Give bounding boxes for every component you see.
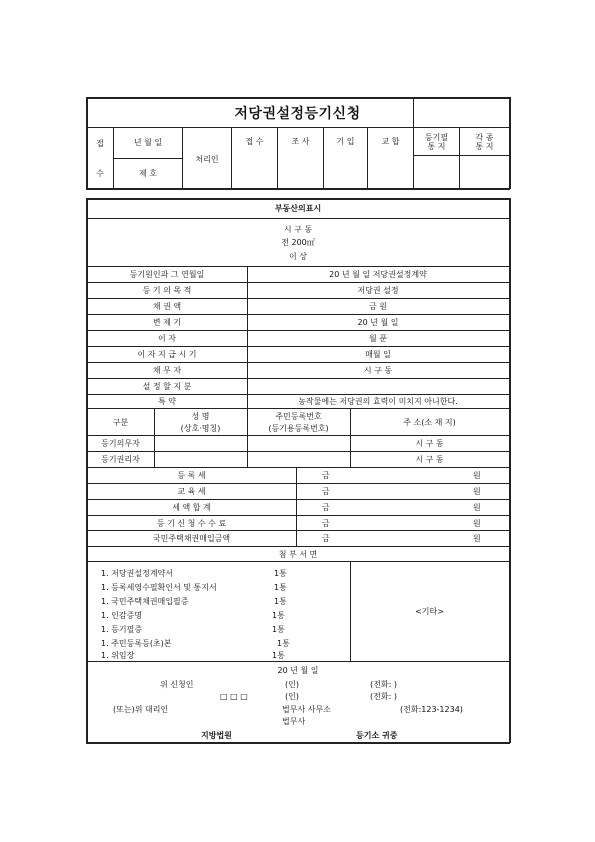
parties-col-id: 주민등록번호	[275, 411, 322, 421]
attachment-count: 1통	[272, 650, 285, 660]
party-obligor-address[interactable]: 시 구 동	[415, 439, 444, 448]
fee-registration-prefix: 금	[322, 471, 330, 480]
fee-education-suffix: 원	[473, 487, 481, 496]
applicant-seal[interactable]: (인)	[285, 679, 299, 689]
lawyer-label: 법무사	[282, 716, 306, 726]
attachment-count: 1통	[274, 582, 287, 592]
fee-bond-label: 국민주택채권매입금액	[152, 534, 231, 543]
attachment-item: 1. 등록세영수필확인서 및 통지서	[101, 582, 217, 592]
party-holder-address[interactable]: 시 구 동	[415, 455, 444, 464]
row-claim-value[interactable]: 금 원	[369, 302, 387, 311]
property-area: 전 200㎡	[281, 237, 315, 247]
row-interest-label: 이 자	[158, 334, 176, 343]
row-purpose-label: 등 기 의 목 적	[142, 286, 192, 295]
notice-various: 각 종 통 지	[475, 132, 494, 151]
row-cause-label: 등기원인과 그 연월일	[129, 270, 205, 279]
attachment-count: 1통	[272, 610, 285, 620]
agent-label: (또는)위 대리인	[113, 704, 169, 714]
fee-education-prefix: 금	[322, 487, 330, 496]
fee-total-prefix: 금	[322, 503, 330, 512]
fee-application-prefix: 금	[322, 518, 330, 528]
property-address: 시 구 동	[283, 224, 313, 234]
row-share-value[interactable]	[248, 379, 508, 394]
attachment-item: 1. 국민주택채권매입필증	[101, 596, 189, 606]
fee-total-suffix: 원	[473, 503, 481, 512]
attachment-count: 1통	[274, 568, 287, 578]
attachment-item: 1. 위임장	[101, 650, 135, 660]
notice-registry: 등기필 통 지	[424, 132, 449, 151]
row-special-value[interactable]: 농작물에는 저당권의 효력이 미치지 아니한다.	[298, 397, 458, 406]
fee-registration-label: 등 록 세	[177, 471, 206, 480]
fee-application-suffix: 원	[473, 518, 481, 528]
applicant-label: 위 신청인	[160, 679, 194, 689]
row-purpose-value[interactable]: 저당권 설정	[357, 286, 399, 295]
col-jeopsu: 접 수	[245, 137, 264, 146]
number-label: 제 호	[139, 169, 157, 178]
applicant-phone-2[interactable]: (전화: )	[370, 691, 397, 701]
date-label: 년 월 일	[133, 138, 163, 147]
attachment-count: 1통	[274, 596, 287, 606]
party-obligor-type: 등기의무자	[101, 439, 140, 448]
office-phone: (전화:123-1234)	[400, 704, 463, 714]
parties-col-address: 주 소(소 재 지)	[403, 417, 456, 427]
attachments-other: <기타>	[415, 606, 444, 616]
party-holder-type: 등기권리자	[101, 455, 140, 464]
party-obligor-id[interactable]	[248, 436, 349, 451]
fee-education-label: 교 육 세	[177, 487, 206, 496]
attachment-item: 1. 인감증명	[101, 610, 143, 620]
row-claim-label: 채 권 액	[152, 302, 182, 311]
row-payday-value[interactable]: 매월 일	[365, 350, 391, 359]
processor-label: 처리인	[195, 154, 219, 164]
row-payday-label: 이 자 지 급 시 기	[137, 350, 197, 359]
row-due-label: 변 제 기	[152, 318, 182, 327]
fee-application-label: 등 기 신 청 수 수 료	[156, 518, 227, 528]
property-heading: 부동산의표시	[274, 204, 322, 213]
attachment-count: 1통	[277, 638, 290, 648]
jeopsu-label-top: 접	[96, 138, 104, 148]
attachment-count: 1통	[272, 624, 285, 634]
row-special-label: 특 약	[158, 397, 176, 406]
fee-bond-suffix: 원	[473, 534, 481, 543]
signature-date[interactable]: 20 년 월 일	[277, 665, 319, 675]
party-obligor-name[interactable]	[155, 436, 246, 451]
jeopsu-label-bottom: 수	[96, 168, 104, 178]
parties-col-type: 구분	[112, 417, 129, 427]
party-holder-id[interactable]	[248, 452, 349, 467]
row-interest-value[interactable]: 월 푼	[369, 334, 387, 343]
row-debtor-value[interactable]: 시 구 동	[363, 366, 393, 375]
applicant-phone[interactable]: (전화: )	[370, 679, 397, 689]
applicant-seal-2[interactable]: (인)	[285, 691, 299, 701]
col-giip: 기 입	[336, 137, 355, 146]
property-end: 이 상	[289, 251, 307, 261]
party-holder-name[interactable]	[155, 452, 246, 467]
row-due-value[interactable]: 20 년 월 일	[357, 318, 399, 327]
parties-col-name-sub: (상호·명칭)	[180, 423, 221, 433]
parties-col-name: 성 명	[191, 411, 210, 421]
attachment-item: 1. 주민등록등(초)본	[101, 638, 172, 648]
row-share-label: 설 정 할 지 분	[142, 382, 192, 391]
registry-office: 등기소 귀중	[356, 730, 398, 740]
fee-bond-prefix: 금	[322, 534, 330, 543]
fee-total-label: 세 액 합 계	[172, 503, 211, 512]
law-office: 법무사 사무소	[282, 704, 331, 714]
court-name: 지방법원	[201, 730, 232, 740]
attachment-item: 1. 등기필증	[101, 624, 143, 634]
col-gyohap: 교 합	[381, 137, 400, 146]
applicant-boxes: □ □ □	[220, 691, 248, 701]
attachment-item: 1. 저당권설정계약서	[101, 568, 173, 578]
attachments-heading: 첨 부 서 면	[278, 549, 318, 559]
form-title: 저당권설정등기신청	[234, 106, 361, 122]
fee-registration-suffix: 원	[473, 471, 481, 480]
row-cause-value[interactable]: 20 년 월 일 저당권설정계약	[329, 270, 427, 279]
parties-col-id-sub: (등기용등록번호)	[268, 423, 329, 433]
row-debtor-label: 채 무 자	[152, 366, 182, 375]
col-josa: 조 사	[291, 137, 310, 146]
